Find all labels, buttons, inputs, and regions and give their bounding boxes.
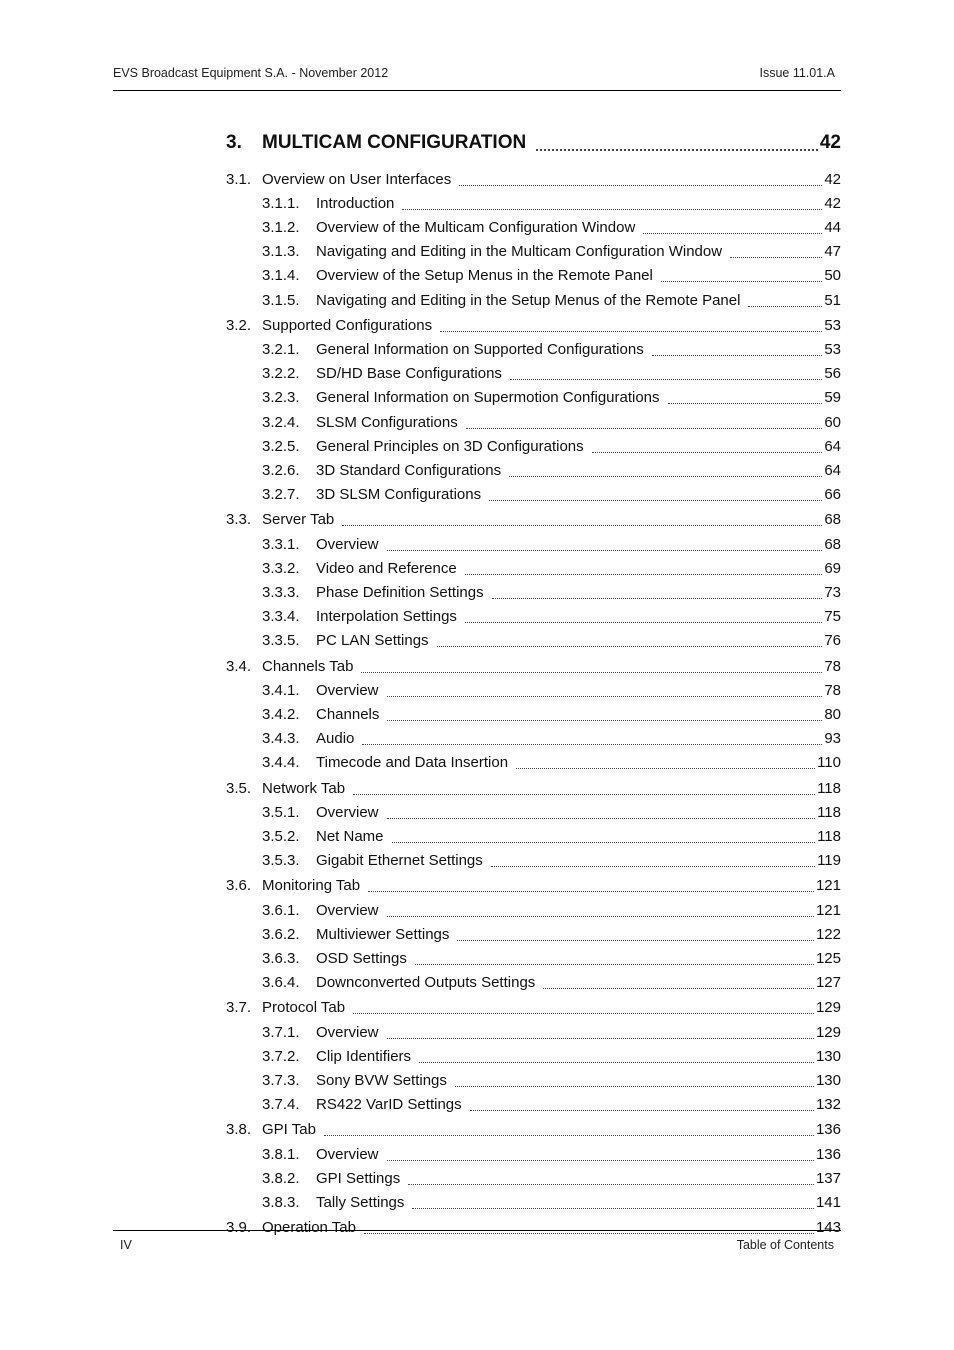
toc-subsection-entry[interactable] (262, 705, 841, 725)
entry-page: 125 (815, 950, 841, 967)
entry-number: 3.4.2. (262, 706, 300, 723)
entry-page: 129 (815, 1024, 841, 1041)
toc-subsection-entry[interactable] (262, 949, 841, 969)
entry-title: Gigabit Ethernet Settings (316, 852, 483, 869)
dot-leader (362, 744, 822, 745)
entry-title: GPI Settings (316, 1170, 401, 1187)
dot-leader (408, 1184, 814, 1185)
entry-title: Overview of the Setup Menus in the Remote Panel (316, 267, 653, 284)
dot-leader (652, 355, 823, 356)
entry-page: 127 (815, 974, 841, 991)
entry-page: 80 (824, 706, 841, 723)
entry-page: 122 (815, 926, 841, 943)
entry-number: 3.1.4. (262, 267, 300, 284)
entry-number: 3.6. (226, 877, 252, 894)
entry-number: 3.2.2. (262, 365, 300, 382)
entry-number: 3.4.4. (262, 754, 300, 771)
toc-subsection-entry[interactable] (262, 631, 841, 651)
entry-page: 53 (824, 341, 841, 358)
entry-title: General Principles on 3D Configurations (316, 438, 584, 455)
entry-number: 3.7. (226, 999, 252, 1016)
entry-page: 121 (815, 877, 841, 894)
entry-title: Interpolation Settings (316, 608, 457, 625)
entry-title: Overview of the Multicam Configuration Window (316, 219, 636, 236)
entry-title: Net Name (316, 828, 384, 845)
entry-page: 118 (817, 828, 841, 845)
entry-title: Sony BVW Settings (316, 1072, 447, 1089)
toc-subsection-entry[interactable] (262, 1071, 841, 1091)
dot-leader (668, 403, 823, 404)
entry-title: General Information on Supported Configurations (316, 341, 644, 358)
entry-title: SLSM Configurations (316, 414, 458, 431)
toc-subsection-entry[interactable] (262, 535, 841, 555)
toc-section-entry[interactable] (226, 998, 841, 1018)
toc-subsection-entry[interactable] (262, 607, 841, 627)
toc-subsection-entry[interactable] (262, 413, 841, 433)
page-footer (113, 1238, 841, 1258)
entry-page: 59 (824, 389, 841, 406)
entry-page: 78 (824, 658, 841, 675)
dot-leader (342, 525, 822, 526)
entry-page: 136 (815, 1146, 841, 1163)
dot-leader (402, 209, 822, 210)
footer-rule (113, 1230, 841, 1231)
entry-title: Network Tab (262, 780, 346, 797)
dot-leader (489, 500, 822, 501)
entry-page: 110 (817, 754, 841, 771)
entry-title: Introduction (316, 195, 395, 212)
entry-page: 42 (824, 171, 841, 188)
entry-page: 51 (824, 292, 841, 309)
entry-number: 3.8.3. (262, 1194, 300, 1211)
entry-title: Channels (316, 706, 380, 723)
entry-page: 130 (815, 1072, 841, 1089)
dot-leader (387, 1038, 814, 1039)
toc-subsection-entry[interactable] (262, 218, 841, 238)
dot-leader (510, 379, 822, 380)
entry-number: 3.6.1. (262, 902, 300, 919)
dot-leader (457, 940, 814, 941)
toc-subsection-entry[interactable] (262, 1023, 841, 1043)
toc-section-entry[interactable] (226, 876, 841, 896)
entry-title: GPI Tab (262, 1121, 316, 1138)
entry-page: 129 (815, 999, 841, 1016)
entry-number: 3.2.7. (262, 486, 300, 503)
chapter-title: MULTICAM CONFIGURATION (262, 132, 527, 153)
toc-section-entry[interactable] (226, 1120, 841, 1140)
entry-title: Audio (316, 730, 355, 747)
entry-title: Multiviewer Settings (316, 926, 450, 943)
entry-number: 3.2.6. (262, 462, 300, 479)
entry-title: Overview (316, 804, 379, 821)
entry-number: 3.6.2. (262, 926, 300, 943)
dot-leader (470, 1110, 814, 1111)
entry-number: 3.8.1. (262, 1146, 300, 1163)
toc-subsection-entry[interactable] (262, 242, 841, 262)
toc-section-entry[interactable] (226, 1218, 841, 1238)
entry-page: 64 (824, 438, 841, 455)
entry-number: 3.3.1. (262, 536, 300, 553)
entry-page: 130 (815, 1048, 841, 1065)
toc-subsection-entry[interactable] (262, 340, 841, 360)
toc-subsection-entry[interactable] (262, 437, 841, 457)
entry-title: Server Tab (262, 511, 335, 528)
entry-title: Channels Tab (262, 658, 354, 675)
dot-leader (392, 842, 816, 843)
entry-number: 3.1. (226, 171, 252, 188)
toc-section-entry[interactable] (226, 510, 841, 530)
dot-leader (353, 794, 815, 795)
entry-number: 3.2.3. (262, 389, 300, 406)
toc-subsection-entry[interactable] (262, 803, 841, 823)
entry-page: 66 (824, 486, 841, 503)
entry-title: PC LAN Settings (316, 632, 429, 649)
entry-title: Overview (316, 1024, 379, 1041)
dot-leader (536, 149, 818, 151)
entry-number: 3.4.1. (262, 682, 300, 699)
entry-number: 3.2.1. (262, 341, 300, 358)
dot-leader (387, 696, 823, 697)
toc-subsection-entry[interactable] (262, 388, 841, 408)
dot-leader (491, 866, 815, 867)
dot-leader (361, 672, 822, 673)
entry-title: OSD Settings (316, 950, 407, 967)
entry-number: 3.8.2. (262, 1170, 300, 1187)
entry-title: Tally Settings (316, 1194, 405, 1211)
toc-subsection-entry[interactable] (262, 1145, 841, 1165)
entry-page: 132 (815, 1096, 841, 1113)
entry-title: Supported Configurations (262, 317, 433, 334)
entry-page: 56 (824, 365, 841, 382)
toc-subsection-entry[interactable] (262, 681, 841, 701)
dot-leader (419, 1062, 814, 1063)
entry-number: 3.3.5. (262, 632, 300, 649)
toc-subsection-entry[interactable] (262, 364, 841, 384)
dot-leader (324, 1135, 814, 1136)
page-header (113, 66, 841, 86)
entry-number: 3.2. (226, 317, 252, 334)
entry-number: 3.1.5. (262, 292, 300, 309)
entry-title: General Information on Supermotion Configurations (316, 389, 660, 406)
entry-page: 64 (824, 462, 841, 479)
entry-number: 3.4.3. (262, 730, 300, 747)
entry-number: 3.1.2. (262, 219, 300, 236)
header-rule (113, 90, 841, 91)
dot-leader (368, 891, 814, 892)
entry-title: SD/HD Base Configurations (316, 365, 502, 382)
toc-subsection-entry[interactable] (262, 1095, 841, 1115)
toc-section-entry[interactable] (226, 657, 841, 677)
entry-title: Monitoring Tab (262, 877, 361, 894)
toc-subsection-entry[interactable] (262, 266, 841, 286)
toc-subsection-entry[interactable] (262, 753, 841, 773)
dot-leader (516, 768, 815, 769)
entry-number: 3.7.2. (262, 1048, 300, 1065)
entry-number: 3.1.3. (262, 243, 300, 260)
entry-number: 3.2.4. (262, 414, 300, 431)
dot-leader (748, 306, 822, 307)
dot-leader (730, 257, 822, 258)
entry-number: 3.7.3. (262, 1072, 300, 1089)
toc-subsection-entry[interactable] (262, 194, 841, 214)
entry-title: 3D SLSM Configurations (316, 486, 482, 503)
toc-subsection-entry[interactable] (262, 973, 841, 993)
entry-page: 121 (815, 902, 841, 919)
entry-title: Overview (316, 902, 379, 919)
entry-title: Overview on User Interfaces (262, 171, 452, 188)
header-issue: Issue 11.01.A (759, 66, 835, 80)
entry-page: 93 (824, 730, 841, 747)
dot-leader (592, 452, 823, 453)
dot-leader (387, 916, 814, 917)
dot-leader (465, 622, 822, 623)
entry-number: 3.3.3. (262, 584, 300, 601)
toc-subsection-entry[interactable] (262, 559, 841, 579)
toc-subsection-entry[interactable] (262, 925, 841, 945)
entry-title: Timecode and Data Insertion (316, 754, 509, 771)
entry-title: Overview (316, 536, 379, 553)
entry-number: 3.7.4. (262, 1096, 300, 1113)
toc-section-entry[interactable] (226, 170, 841, 190)
entry-title: Downconverted Outputs Settings (316, 974, 536, 991)
entry-number: 3.5. (226, 780, 252, 797)
entry-page: 118 (817, 780, 841, 797)
entry-number: 3.6.4. (262, 974, 300, 991)
footer-section: Table of Contents (736, 1238, 834, 1252)
entry-title: Video and Reference (316, 560, 457, 577)
footer-page-number: IV (120, 1238, 132, 1252)
entry-page: 76 (824, 632, 841, 649)
dot-leader (643, 233, 822, 234)
dot-leader (509, 476, 822, 477)
entry-page: 44 (824, 219, 841, 236)
entry-title: Phase Definition Settings (316, 584, 484, 601)
entry-title: Navigating and Editing in the Setup Menus of the Remote Panel (316, 292, 741, 309)
chapter-page: 42 (819, 132, 841, 153)
entry-page: 78 (824, 682, 841, 699)
entry-title: Overview (316, 1146, 379, 1163)
toc-subsection-entry[interactable] (262, 827, 841, 847)
entry-page: 119 (817, 852, 841, 869)
entry-number: 3.2.5. (262, 438, 300, 455)
toc-subsection-entry[interactable] (262, 291, 841, 311)
entry-title: RS422 VarID Settings (316, 1096, 462, 1113)
entry-page: 118 (817, 804, 841, 821)
entry-page: 68 (824, 511, 841, 528)
chapter-number: 3. (226, 132, 242, 153)
entry-page: 137 (815, 1170, 841, 1187)
entry-title: Operation Tab (262, 1219, 356, 1236)
toc-subsection-entry[interactable] (262, 583, 841, 603)
dot-leader (415, 964, 814, 965)
dot-leader (364, 1233, 814, 1234)
entry-number: 3.5.2. (262, 828, 300, 845)
entry-page: 136 (815, 1121, 841, 1138)
toc-subsection-entry[interactable] (262, 1193, 841, 1213)
dot-leader (387, 720, 822, 721)
entry-number: 3.3.2. (262, 560, 300, 577)
dot-leader (455, 1086, 814, 1087)
entry-title: Protocol Tab (262, 999, 346, 1016)
entry-page: 75 (824, 608, 841, 625)
toc-subsection-entry[interactable] (262, 485, 841, 505)
toc-subsection-entry[interactable] (262, 1169, 841, 1189)
entry-page: 143 (815, 1219, 841, 1236)
entry-page: 73 (824, 584, 841, 601)
dot-leader (459, 185, 822, 186)
dot-leader (387, 1160, 814, 1161)
entry-page: 141 (815, 1194, 841, 1211)
dot-leader (466, 428, 823, 429)
toc-subsection-entry[interactable] (262, 851, 841, 871)
toc-subsection-entry[interactable] (262, 901, 841, 921)
dot-leader (412, 1208, 814, 1209)
entry-number: 3.5.1. (262, 804, 300, 821)
dot-leader (440, 331, 822, 332)
toc-chapter-entry[interactable] (226, 130, 841, 156)
dot-leader (387, 550, 823, 551)
entry-number: 3.4. (226, 658, 252, 675)
entry-page: 53 (824, 317, 841, 334)
entry-page: 60 (824, 414, 841, 431)
entry-page: 47 (824, 243, 841, 260)
entry-number: 3.6.3. (262, 950, 300, 967)
entry-page: 68 (824, 536, 841, 553)
toc-subsection-entry[interactable] (262, 461, 841, 481)
dot-leader (353, 1013, 814, 1014)
entry-page: 69 (824, 560, 841, 577)
dot-leader (661, 281, 822, 282)
dot-leader (543, 988, 814, 989)
entry-title: Clip Identifiers (316, 1048, 412, 1065)
entry-title: Navigating and Editing in the Multicam Configuration Window (316, 243, 723, 260)
entry-number: 3.3. (226, 511, 252, 528)
toc-subsection-entry[interactable] (262, 729, 841, 749)
dot-leader (492, 598, 823, 599)
dot-leader (387, 818, 816, 819)
entry-number: 3.3.4. (262, 608, 300, 625)
dot-leader (465, 574, 823, 575)
entry-number: 3.1.1. (262, 195, 300, 212)
entry-page: 50 (824, 267, 841, 284)
entry-title: Overview (316, 682, 379, 699)
entry-page: 42 (824, 195, 841, 212)
toc-subsection-entry[interactable] (262, 1047, 841, 1067)
header-publisher: EVS Broadcast Equipment S.A. - November 2012 (113, 66, 389, 80)
entry-number: 3.9. (226, 1219, 252, 1236)
entry-title: 3D Standard Configurations (316, 462, 502, 479)
dot-leader (437, 646, 823, 647)
entry-number: 3.7.1. (262, 1024, 300, 1041)
toc-section-entry[interactable] (226, 779, 841, 799)
entry-number: 3.5.3. (262, 852, 300, 869)
toc-section-entry[interactable] (226, 316, 841, 336)
entry-number: 3.8. (226, 1121, 252, 1138)
